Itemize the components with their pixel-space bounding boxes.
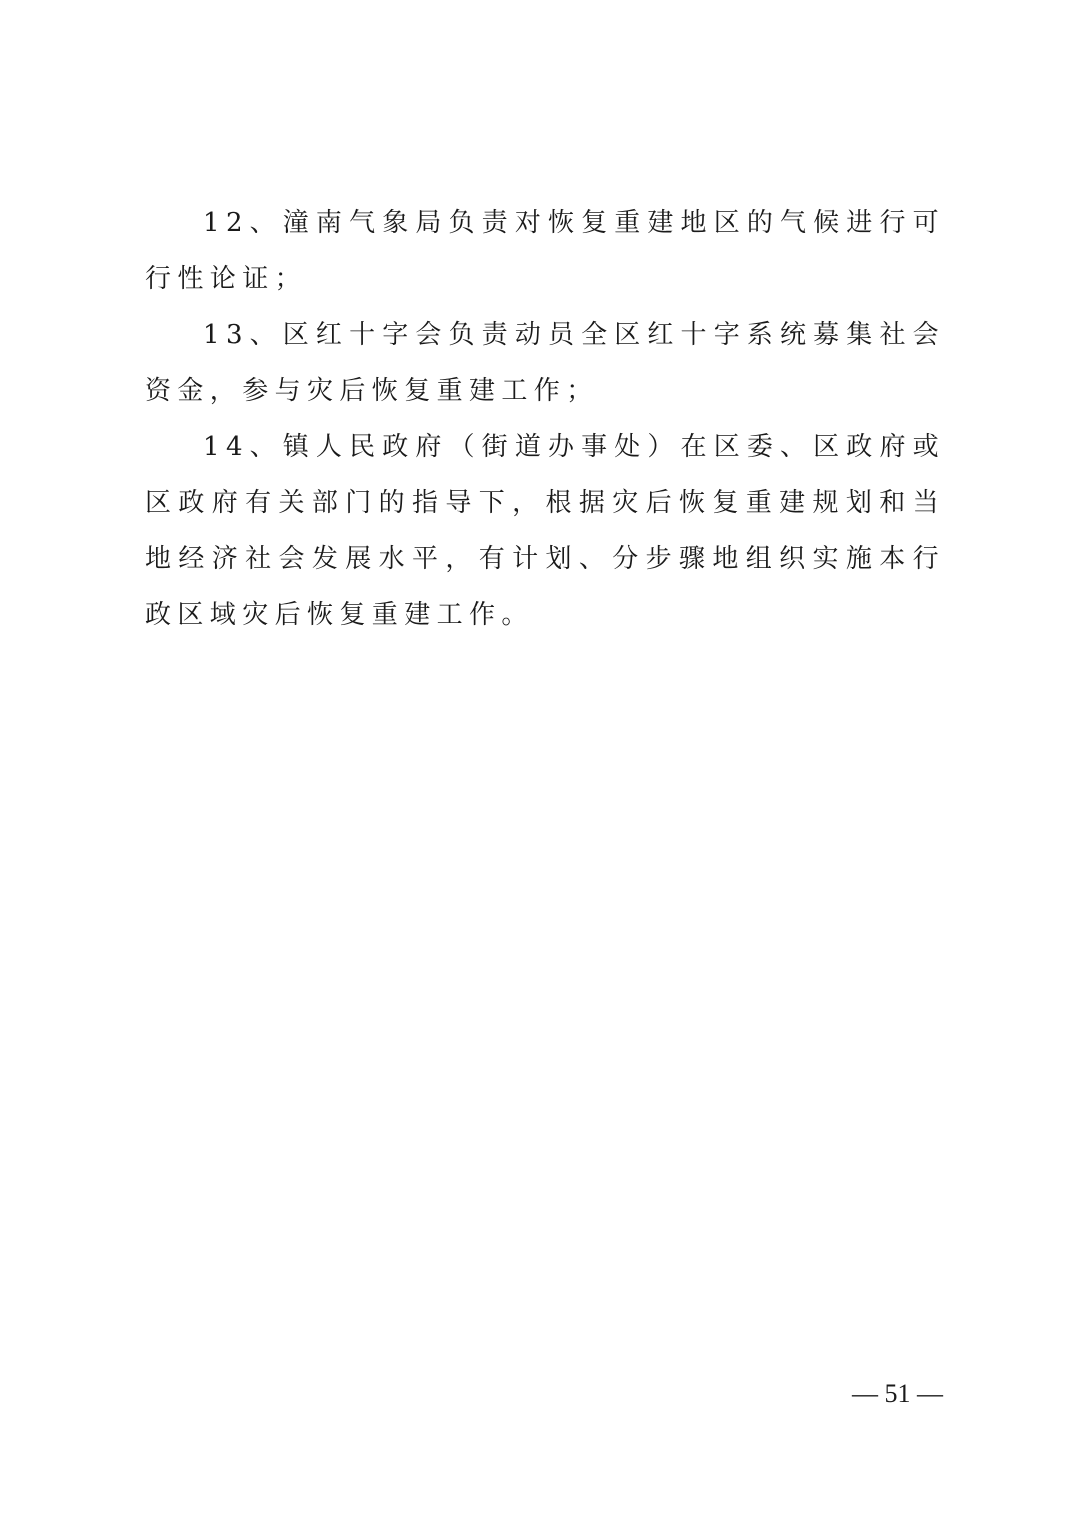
paragraph-item-14: 14、镇人民政府（街道办事处）在区委、区政府或区政府有关部门的指导下，根据灾后恢复重建规划和当地经济社会发展水平，有计划、分步骤地组织实施本行政区域灾后恢复重建工作。 bbox=[145, 432, 945, 630]
body-text bbox=[145, 195, 945, 643]
page-number: — 51 — bbox=[852, 1379, 943, 1408]
paragraph-item-13: 13、区红十字会负责动员全区红十字系统募集社会资金，参与灾后恢复重建工作； bbox=[145, 320, 945, 406]
paragraph-item-12: 12、潼南气象局负责对恢复重建地区的气候进行可行性论证； bbox=[145, 208, 945, 294]
